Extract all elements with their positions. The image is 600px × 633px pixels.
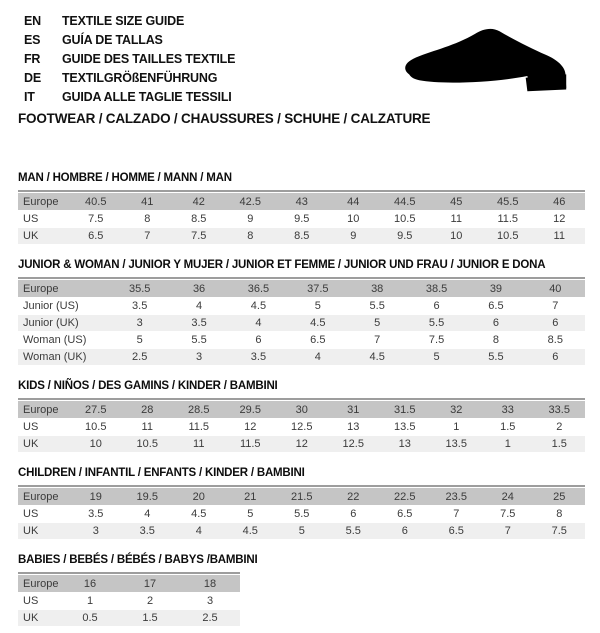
table-row xyxy=(18,523,585,539)
size-cell: 8 xyxy=(225,228,277,244)
size-cell: 3 xyxy=(169,349,228,365)
size-cell: 45 xyxy=(431,193,483,210)
table-row xyxy=(18,315,585,331)
table-row xyxy=(18,298,585,314)
size-cell: 4 xyxy=(173,523,225,539)
size-cell: 4.5 xyxy=(288,315,347,331)
size-cell: 5.5 xyxy=(191,334,207,346)
size-cell: 7 xyxy=(453,508,460,520)
size-cell: 22.5 xyxy=(379,488,431,505)
size-cell: 7 xyxy=(374,334,381,346)
size-cell: 12 xyxy=(244,421,257,433)
size-cell: 21.5 xyxy=(276,488,328,505)
size-cell: 9 xyxy=(328,228,380,244)
row-label: UK xyxy=(18,610,60,626)
size-cell: 10.5 xyxy=(482,228,534,244)
size-cell: 6 xyxy=(526,349,585,365)
size-cell: 11 xyxy=(141,421,153,433)
language-code: FR xyxy=(24,52,41,66)
size-cell: 31 xyxy=(328,401,380,418)
size-cell: 1 xyxy=(86,595,94,607)
size-cell: 37.5 xyxy=(288,280,347,297)
size-cell: 7.5 xyxy=(173,228,225,244)
size-cell: 12.5 xyxy=(291,421,313,433)
size-cell: 9.5 xyxy=(294,213,310,225)
size-cell: 5 xyxy=(314,300,321,312)
size-cell: 0.5 xyxy=(60,610,120,626)
size-cell: 5 xyxy=(136,334,143,346)
size-cell: 27.5 xyxy=(70,401,122,418)
size-cell: 5.5 xyxy=(328,523,380,539)
section-title: JUNIOR & WOMAN / JUNIOR Y MUJER / JUNIOR ET FEMME / JUNIOR UND FRAU / JUNIOR E DONA xyxy=(18,259,546,271)
row-label: Woman (UK) xyxy=(18,349,110,365)
size-cell: 22 xyxy=(328,488,380,505)
size-cell: 3.5 xyxy=(122,523,174,539)
language-row xyxy=(24,12,235,31)
row-label: Europe xyxy=(18,575,60,592)
size-cell: 5.5 xyxy=(466,349,525,365)
size-cell: 21 xyxy=(225,488,277,505)
size-cell: 12 xyxy=(553,213,566,225)
size-cell: 7.5 xyxy=(428,334,445,346)
size-cell: 39 xyxy=(466,280,525,297)
size-cell: 10 xyxy=(347,213,360,225)
size-table-man xyxy=(18,190,585,245)
table-row xyxy=(18,436,585,452)
section-man xyxy=(18,172,585,245)
row-label: Europe xyxy=(18,401,70,418)
size-cell: 2.5 xyxy=(110,349,169,365)
size-cell: 8.5 xyxy=(191,213,207,225)
size-cell: 6 xyxy=(379,523,431,539)
size-cell: 3.5 xyxy=(132,300,148,312)
size-cell: 33.5 xyxy=(534,401,586,418)
size-cell: 41 xyxy=(122,193,174,210)
size-cell: 1.5 xyxy=(500,421,516,433)
size-cell: 10 xyxy=(431,228,483,244)
size-tables xyxy=(18,165,585,633)
size-cell: 7.5 xyxy=(534,523,586,539)
language-code: IT xyxy=(24,90,35,104)
size-table-babies xyxy=(18,572,240,627)
size-cell: 13 xyxy=(347,421,360,433)
size-cell: 23.5 xyxy=(431,488,483,505)
size-cell: 12 xyxy=(276,436,328,452)
table-row xyxy=(18,593,240,609)
size-cell: 44.5 xyxy=(379,193,431,210)
row-label: UK xyxy=(18,228,70,244)
size-table-children xyxy=(18,485,585,540)
size-cell: 24 xyxy=(482,488,534,505)
row-label: US xyxy=(23,213,39,225)
size-cell: 6.5 xyxy=(397,508,413,520)
size-cell: 5.5 xyxy=(294,508,310,520)
size-cell: 6 xyxy=(526,315,585,331)
size-cell: 28.5 xyxy=(173,401,225,418)
size-cell: 7 xyxy=(552,300,559,312)
size-cell: 13 xyxy=(379,436,431,452)
row-label: Junior (US) xyxy=(23,300,79,312)
size-cell: 7.5 xyxy=(88,213,104,225)
size-cell: 43 xyxy=(276,193,328,210)
row-label: Europe xyxy=(18,193,70,210)
row-label: Europe xyxy=(18,488,70,505)
size-cell: 8.5 xyxy=(547,334,563,346)
size-cell: 10.5 xyxy=(122,436,174,452)
size-cell: 5 xyxy=(276,523,328,539)
language-title: GUIDE DES TAILLES TEXTILE xyxy=(62,52,236,66)
size-cell: 11.5 xyxy=(188,421,210,433)
language-code: EN xyxy=(24,14,41,28)
section-kids xyxy=(18,380,585,453)
section-babies xyxy=(18,554,585,627)
size-cell: 40.5 xyxy=(70,193,122,210)
size-cell: 11.5 xyxy=(225,436,277,452)
size-cell: 4.5 xyxy=(225,523,277,539)
size-cell: 7 xyxy=(122,228,174,244)
size-cell: 8 xyxy=(144,213,151,225)
size-cell: 30 xyxy=(276,401,328,418)
size-cell: 5 xyxy=(348,315,407,331)
section-children xyxy=(18,467,585,540)
size-cell: 20 xyxy=(173,488,225,505)
size-cell: 29.5 xyxy=(225,401,277,418)
row-label: Europe xyxy=(18,280,110,297)
language-code: ES xyxy=(24,33,41,47)
size-cell: 5 xyxy=(407,349,466,365)
table-row xyxy=(18,610,240,626)
row-label: UK xyxy=(18,523,70,539)
size-cell: 7.5 xyxy=(500,508,516,520)
size-cell: 40 xyxy=(526,280,585,297)
size-cell: 4 xyxy=(288,349,347,365)
size-cell: 5.5 xyxy=(369,300,385,312)
section-title: KIDS / NIÑOS / DES GAMINS / KINDER / BAMBINI xyxy=(18,380,278,392)
size-cell: 6.5 xyxy=(488,300,504,312)
language-row xyxy=(24,88,235,107)
table-row xyxy=(18,332,585,348)
language-row xyxy=(24,31,235,50)
size-cell: 10.5 xyxy=(394,213,416,225)
size-cell: 16 xyxy=(60,575,120,592)
size-cell: 4.5 xyxy=(348,349,407,365)
size-cell: 36 xyxy=(169,280,228,297)
size-cell: 6.5 xyxy=(70,228,122,244)
size-cell: 4 xyxy=(196,300,203,312)
size-cell: 35.5 xyxy=(110,280,169,297)
size-cell: 33 xyxy=(482,401,534,418)
size-cell: 5.5 xyxy=(407,315,466,331)
size-cell: 6.5 xyxy=(310,334,326,346)
table-row xyxy=(18,280,585,297)
size-cell: 4 xyxy=(229,315,288,331)
table-row xyxy=(18,575,240,592)
language-title: GUÍA DE TALLAS xyxy=(62,33,163,47)
size-cell: 4 xyxy=(144,508,151,520)
size-cell: 6 xyxy=(255,334,262,346)
size-cell: 6 xyxy=(433,300,440,312)
language-row xyxy=(24,69,235,88)
size-cell: 19 xyxy=(70,488,122,505)
shoe-icon xyxy=(393,22,579,98)
size-cell: 6.5 xyxy=(431,523,483,539)
row-label: US xyxy=(23,421,39,433)
table-row xyxy=(18,401,585,418)
size-cell: 5 xyxy=(247,508,254,520)
table-row xyxy=(18,349,585,365)
size-cell: 2 xyxy=(556,421,563,433)
size-cell: 2 xyxy=(146,595,154,607)
size-cell: 18 xyxy=(180,575,240,592)
size-cell: 10.5 xyxy=(85,421,107,433)
size-cell: 8 xyxy=(556,508,563,520)
size-cell: 17 xyxy=(120,575,180,592)
size-cell: 25 xyxy=(534,488,586,505)
table-row xyxy=(18,211,585,227)
size-cell: 11.5 xyxy=(497,213,519,225)
section-junior-woman xyxy=(18,259,585,366)
size-cell: 7 xyxy=(482,523,534,539)
size-cell: 32 xyxy=(431,401,483,418)
size-cell: 1 xyxy=(453,421,460,433)
size-cell: 6 xyxy=(466,315,525,331)
table-row xyxy=(18,419,585,435)
size-cell: 28 xyxy=(122,401,174,418)
size-cell: 12.5 xyxy=(328,436,380,452)
size-cell: 2.5 xyxy=(180,610,240,626)
size-cell: 4.5 xyxy=(191,508,207,520)
size-cell: 45.5 xyxy=(482,193,534,210)
table-row xyxy=(18,488,585,505)
size-cell: 36.5 xyxy=(229,280,288,297)
size-cell: 3.5 xyxy=(88,508,104,520)
language-row xyxy=(24,50,235,69)
size-cell: 11 xyxy=(450,213,462,225)
size-cell: 4.5 xyxy=(250,300,267,312)
size-cell: 19.5 xyxy=(122,488,174,505)
category-title: FOOTWEAR / CALZADO / CHAUSSURES / SCHUHE / CALZATURE xyxy=(18,111,431,126)
size-cell: 9 xyxy=(247,213,254,225)
size-cell: 3.5 xyxy=(229,349,288,365)
size-cell: 42 xyxy=(173,193,225,210)
size-table-junior-woman xyxy=(18,277,585,366)
language-code: DE xyxy=(24,71,41,85)
size-cell: 44 xyxy=(328,193,380,210)
section-title: CHILDREN / INFANTIL / ENFANTS / KINDER / BAMBINI xyxy=(18,467,305,479)
table-row xyxy=(18,506,585,522)
size-cell: 42.5 xyxy=(225,193,277,210)
size-cell: 3 xyxy=(206,595,214,607)
size-cell: 13.5 xyxy=(394,421,416,433)
section-title: BABIES / BEBÉS / BÉBÉS / BABYS /BAMBINI xyxy=(18,554,258,566)
language-title: GUIDA ALLE TAGLIE TESSILI xyxy=(62,90,232,104)
language-list xyxy=(24,12,235,107)
size-cell: 10 xyxy=(70,436,122,452)
language-title: TEXTILGRÖßENFÜHRUNG xyxy=(62,71,218,85)
size-cell: 11 xyxy=(173,436,225,452)
size-cell: 1.5 xyxy=(120,610,180,626)
row-label: US xyxy=(23,595,39,607)
size-table-kids xyxy=(18,398,585,453)
size-cell: 1.5 xyxy=(534,436,586,452)
size-cell: 1 xyxy=(482,436,534,452)
size-cell: 31.5 xyxy=(379,401,431,418)
language-title: TEXTILE SIZE GUIDE xyxy=(62,14,185,28)
table-row xyxy=(18,193,585,210)
size-cell: 3.5 xyxy=(169,315,228,331)
row-label: US xyxy=(23,508,39,520)
size-cell: 8.5 xyxy=(276,228,328,244)
row-label: UK xyxy=(18,436,70,452)
table-row xyxy=(18,228,585,244)
size-cell: 3 xyxy=(70,523,122,539)
size-cell: 9.5 xyxy=(379,228,431,244)
row-label: Junior (UK) xyxy=(18,315,110,331)
size-cell: 8 xyxy=(492,334,499,346)
size-cell: 13.5 xyxy=(431,436,483,452)
section-title: MAN / HOMBRE / HOMME / MANN / MAN xyxy=(18,172,232,184)
size-cell: 3 xyxy=(110,315,169,331)
size-cell: 38.5 xyxy=(407,280,466,297)
size-cell: 11 xyxy=(534,228,586,244)
row-label: Woman (US) xyxy=(23,334,87,346)
size-cell: 6 xyxy=(350,508,357,520)
size-cell: 38 xyxy=(348,280,407,297)
size-cell: 46 xyxy=(534,193,586,210)
